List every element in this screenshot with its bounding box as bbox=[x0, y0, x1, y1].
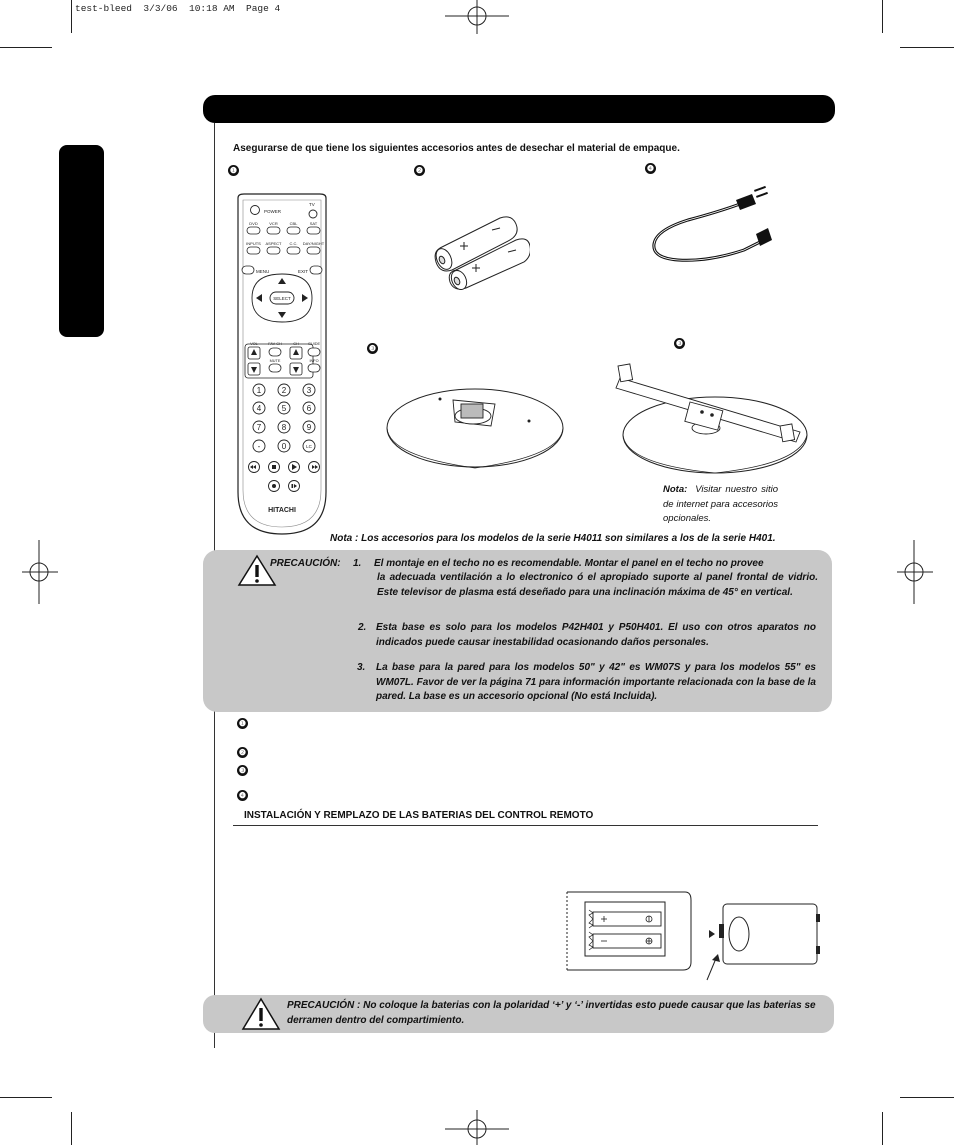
remote-key-3: 3 bbox=[306, 386, 312, 395]
remote-key-lc: LC bbox=[306, 444, 312, 449]
remote-label-daynight: DAY/NIGHT bbox=[302, 241, 325, 246]
caution1-num2: 2. bbox=[358, 622, 367, 633]
remote-key-7: 7 bbox=[256, 423, 262, 432]
series-note: Nota : Los accesorios para los modelos de la serie H4011 son similares a los de la serie H401. bbox=[330, 533, 776, 544]
registration-mark-right bbox=[897, 540, 933, 604]
caution2-text bbox=[287, 999, 822, 1028]
remote-control-illustration bbox=[234, 192, 330, 537]
remote-label-cc: C.C. bbox=[289, 241, 298, 246]
stand-note-text: Visitar nuestro sitio de internet para accesorios opcionales. bbox=[663, 484, 778, 524]
print-slug: test-bleed 3/3/06 10:18 AM Page 4 bbox=[75, 3, 281, 14]
list-marker-4: ❹ bbox=[238, 791, 247, 800]
remote-label-cbl: CBL bbox=[289, 221, 298, 226]
remote-label-select: SELECT bbox=[273, 296, 291, 301]
marker-power-cord: ❹ bbox=[646, 164, 655, 173]
intro-text: Asegurarse de que tiene los siguientes accesorios antes de desechar el material de empaque. bbox=[233, 143, 680, 154]
stand-note-label: Nota: bbox=[663, 484, 688, 495]
list-marker-1: ❶ bbox=[238, 719, 247, 728]
list-marker-2: ❷ bbox=[238, 748, 247, 757]
list-marker-3: ❸ bbox=[238, 766, 247, 775]
remote-label-guide: GUIDE bbox=[307, 342, 321, 346]
remote-label-favch: FAV CH bbox=[268, 342, 282, 346]
caution1-num3: 3. bbox=[357, 662, 366, 673]
marker-stand-right: ❸ bbox=[675, 339, 684, 348]
batteries-illustration bbox=[430, 208, 530, 290]
remote-label-info: INFO bbox=[309, 359, 319, 363]
warning-icon bbox=[241, 997, 281, 1031]
crop-mark bbox=[882, 0, 883, 33]
stand-base-illustration-left bbox=[385, 378, 567, 474]
remote-key-4: 4 bbox=[256, 404, 262, 413]
crop-mark bbox=[71, 0, 72, 33]
marker-batteries: ❷ bbox=[415, 166, 424, 175]
remote-label-dvd: DVD bbox=[249, 221, 258, 226]
caution2-label: PRECAUCIÓN : bbox=[287, 1000, 361, 1011]
battery-compartment-illustration bbox=[557, 890, 827, 982]
caution2-body: No coloque la baterias con la polaridad ‘+’ y ‘-’ invertidas esto puede causar que las baterias se derramen dentro del compartimiento. bbox=[287, 1000, 816, 1026]
crop-mark bbox=[0, 1097, 52, 1098]
remote-brand-logo: HITACHI bbox=[268, 507, 296, 514]
registration-mark-top bbox=[445, 0, 509, 35]
remote-label-ch: CH bbox=[293, 342, 299, 346]
registration-mark-bottom bbox=[445, 1110, 509, 1145]
stand-note bbox=[663, 483, 778, 527]
remote-key-dash: - bbox=[257, 442, 261, 451]
remote-key-8: 8 bbox=[281, 423, 287, 432]
marker-remote: ❶ bbox=[229, 166, 238, 175]
caution1-item1-rest: la adecuada ventilación a lo electronico ó el apropiado suporte al panel frontal de vidrio. Este televisor de plasma está deseñado para una inclinación máxima de 45° en vertical. bbox=[377, 572, 818, 598]
remote-label-exit: EXIT bbox=[298, 269, 309, 274]
crop-mark bbox=[882, 1112, 883, 1145]
power-cord-illustration bbox=[648, 182, 773, 272]
remote-label-vcr: VCR bbox=[269, 221, 278, 226]
remote-label-vol: VOL bbox=[250, 342, 258, 346]
remote-key-6: 6 bbox=[306, 404, 312, 413]
crop-mark bbox=[0, 47, 52, 48]
remote-label-menu: MENU bbox=[256, 269, 270, 274]
remote-label-mute: MUTE bbox=[269, 359, 281, 363]
battery-section-title: INSTALACIÓN Y REMPLAZO DE LAS BATERIAS DEL CONTROL REMOTO bbox=[244, 810, 594, 821]
side-tab bbox=[59, 145, 104, 337]
crop-mark bbox=[71, 1112, 72, 1145]
caution1-num1: 1. bbox=[353, 558, 362, 569]
remote-key-2: 2 bbox=[281, 386, 287, 395]
caution1-label: PRECAUCIÓN: bbox=[270, 558, 341, 569]
remote-label-tv: TV bbox=[309, 202, 315, 207]
remote-key-1: 1 bbox=[256, 386, 262, 395]
remote-key-0: 0 bbox=[281, 442, 287, 451]
caution1-item2: Esta base es solo para los modelos P42H401 y P50H401. El uso con otros aparatos no indicados puede causar inestabilidad ocasionando daños personales. bbox=[376, 622, 816, 648]
remote-label-inputs: INPUTS bbox=[246, 241, 261, 246]
caution1-item1-line1: El montaje en el techo no es recomendable. Montar el panel en el techo no provee bbox=[374, 558, 764, 569]
remote-label-aspect: ASPECT bbox=[265, 241, 282, 246]
caution1-item3: La base para la pared para los modelos 50" y 42" es WM07S y para los modelos 55" es WM07L. Favor de ver la página 71 para información importante relacionada con la base de la pared. La base es un accesorio opcional (No está Incluida). bbox=[376, 662, 816, 702]
remote-key-9: 9 bbox=[306, 423, 312, 432]
marker-stand-left: ❸ bbox=[368, 344, 377, 353]
remote-key-5: 5 bbox=[281, 404, 287, 413]
registration-mark-left bbox=[22, 540, 58, 604]
crop-mark bbox=[900, 47, 954, 48]
remote-label-power: POWER bbox=[264, 209, 282, 214]
remote-label-sat: SAT bbox=[309, 221, 318, 226]
crop-mark bbox=[900, 1097, 954, 1098]
stand-base-illustration-right bbox=[610, 360, 815, 480]
section-rule bbox=[233, 825, 818, 826]
section-header-bar bbox=[203, 95, 835, 123]
